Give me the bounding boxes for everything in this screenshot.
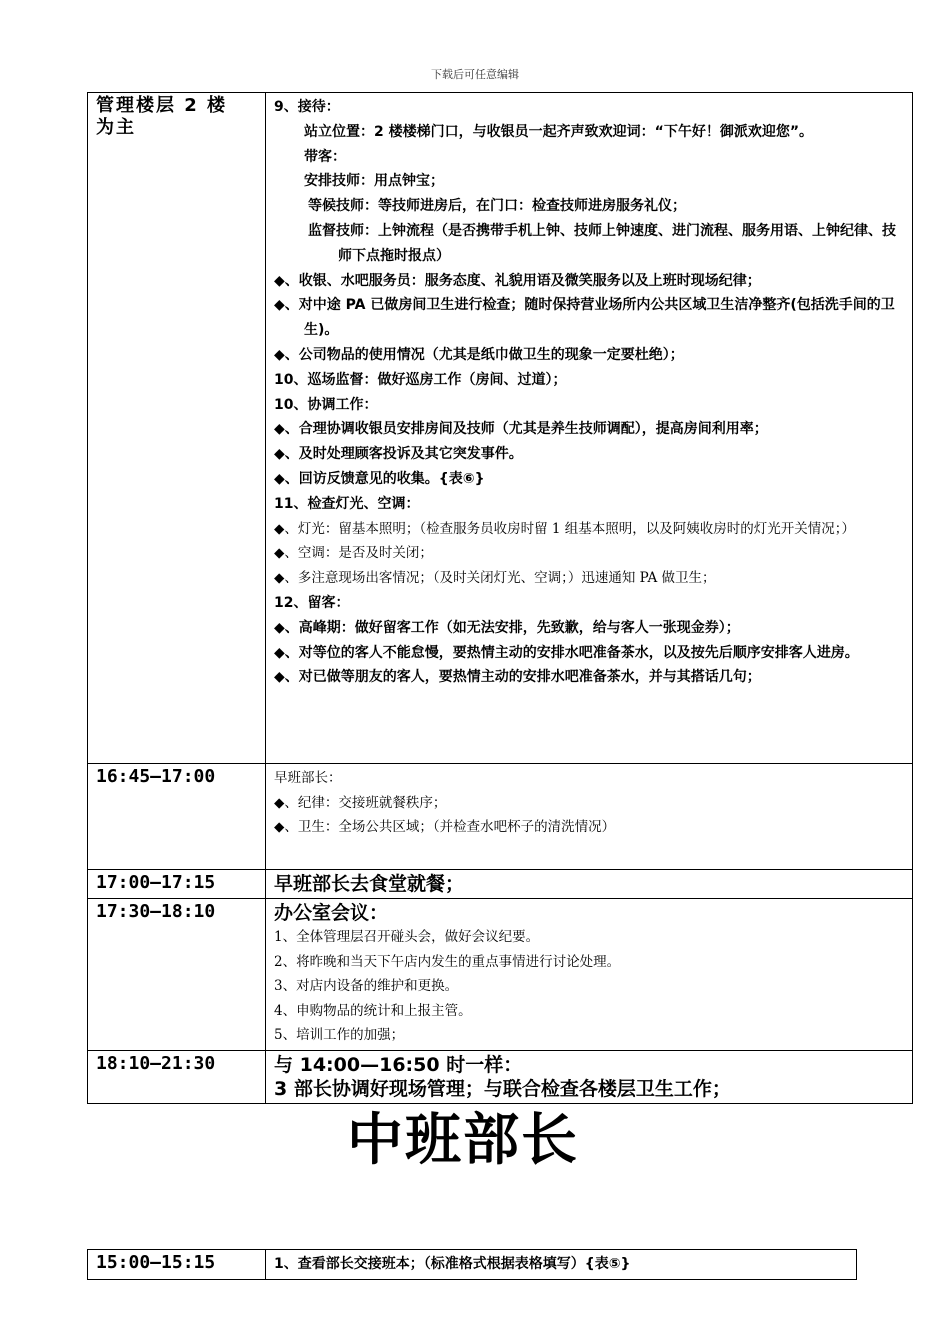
row-time-cell: [88, 1050, 266, 1103]
list-item: 监督技师：上钟流程（是否携带手机上钟、技师上钟速度、进门流程、服务用语、上钟纪律、技师下点拖时报点）: [308, 222, 896, 264]
row-text: 与 14:00—16:50 时一样：: [274, 1053, 523, 1076]
table-row: [88, 1050, 913, 1103]
list-item: 10、协调工作：: [274, 396, 378, 413]
row-content-cell: [266, 1250, 857, 1280]
list-item: 12、留客：: [274, 594, 350, 611]
list-item: ◆、空调：是否及时关闭；: [274, 545, 433, 562]
table-row: [88, 899, 913, 1051]
schedule-table-2: [87, 1249, 857, 1280]
time-slot: 15:00—15:15: [96, 1252, 216, 1273]
table-row: [88, 870, 913, 899]
list-item: 10、巡场监督：做好巡房工作（房间、过道）；: [274, 371, 567, 388]
section-title: 中班部长: [347, 1108, 579, 1173]
list-item: 9、接待：: [274, 99, 340, 115]
schedule-table: [87, 92, 913, 1104]
list-item: ◆、公司物品的使用情况（尤其是纸巾做卫生的现象一定要杜绝）；: [274, 346, 684, 363]
time-slot: 17:00—17:15: [96, 872, 216, 893]
list-item: 2、将昨晚和当天下午店内发生的重点事情进行讨论处理。: [274, 953, 621, 970]
time-slot: 17:30—18:10: [96, 901, 216, 922]
list-item: 3、对店内设备的维护和更换。: [274, 978, 459, 994]
row-time-cell: [88, 899, 266, 1051]
table-row: [88, 764, 913, 870]
row-content-cell: [266, 93, 913, 764]
list-item: 5、培训工作的加强；: [274, 1027, 405, 1043]
row-time-cell: [88, 870, 266, 899]
header-note: 下载后可任意编辑: [431, 68, 519, 81]
list-item: 安排技师：用点钟宝；: [304, 173, 444, 190]
row-content-cell: [266, 1050, 913, 1103]
floor-label: 管理楼层 2 楼为主: [96, 95, 228, 138]
row-content-cell: [266, 899, 913, 1051]
list-item: ◆、对已做等朋友的客人，要热情主动的安排水吧准备茶水，并与其搭话几句；: [274, 669, 761, 686]
row-time-cell: [88, 1250, 266, 1280]
list-item: ◆、收银、水吧服务员：服务态度、礼貌用语及微笑服务以及上班时现场纪律；: [274, 272, 761, 289]
list-item: ◆、纪律：交接班就餐秩序；: [274, 794, 447, 811]
list-item: ◆、灯光：留基本照明；（检查服务员收房时留 1 组基本照明，以及阿姨收房时的灯光开关情况；）: [274, 520, 856, 537]
list-item: 1、查看部长交接班本；（标准格式根据表格填写）{表⑤}: [274, 1256, 631, 1272]
meeting-heading: 办公室会议：: [274, 902, 389, 924]
list-item: 带客：: [304, 148, 346, 165]
table-row: [88, 1250, 857, 1280]
row-text: 3 部长协调好现场管理；与联合检查各楼层卫生工作；: [274, 1077, 731, 1100]
list-item: ◆、多注意现场出客情况；（及时关闭灯光、空调；）迅速通知 PA 做卫生；: [274, 570, 716, 587]
list-item: ◆、回访反馈意见的收集。{表⑥}: [274, 470, 485, 487]
list-item: ◆、对等位的客人不能怠慢，要热情主动的安排水吧准备茶水，以及按先后顺序安排客人进房。: [274, 644, 859, 661]
row-text: 早班部长去食堂就餐；: [274, 873, 465, 895]
time-slot: 18:10—21:30: [96, 1052, 216, 1074]
list-item: ◆、对中途 PA 已做房间卫生进行检查；随时保持营业场所内公共区域卫生洁净整齐(包括洗手间的卫生)。: [274, 297, 895, 339]
list-item: ◆、及时处理顾客投诉及其它突发事件。: [274, 446, 523, 463]
row-label-cell: [88, 93, 266, 764]
row-time-cell: [88, 764, 266, 870]
list-item: 早班部长：: [274, 770, 342, 786]
time-slot: 16:45—17:00: [96, 766, 216, 787]
table-row: [88, 93, 913, 764]
list-item: 4、申购物品的统计和上报主管。: [274, 1002, 472, 1019]
list-item: 站立位置：2 楼楼梯门口，与收银员一起齐声致欢迎词：“下午好！御派欢迎您”。: [304, 123, 814, 140]
list-item: 11、检查灯光、空调：: [274, 495, 420, 512]
list-item: ◆、合理协调收银员安排房间及技师（尤其是养生技师调配），提高房间利用率；: [274, 421, 768, 438]
list-item: 1、全体管理层召开碰头会，做好会议纪要。: [274, 929, 540, 945]
row-content-cell: [266, 870, 913, 899]
list-item: ◆、卫生：全场公共区域；（并检查水吧杯子的清洗情况）: [274, 819, 616, 835]
list-item: 等候技师：等技师进房后，在门口：检查技师进房服务礼仪；: [308, 198, 686, 215]
row-content-cell: [266, 764, 913, 870]
list-item: ◆、高峰期：做好留客工作（如无法安排，先致歉，给与客人一张现金券）；: [274, 619, 740, 636]
